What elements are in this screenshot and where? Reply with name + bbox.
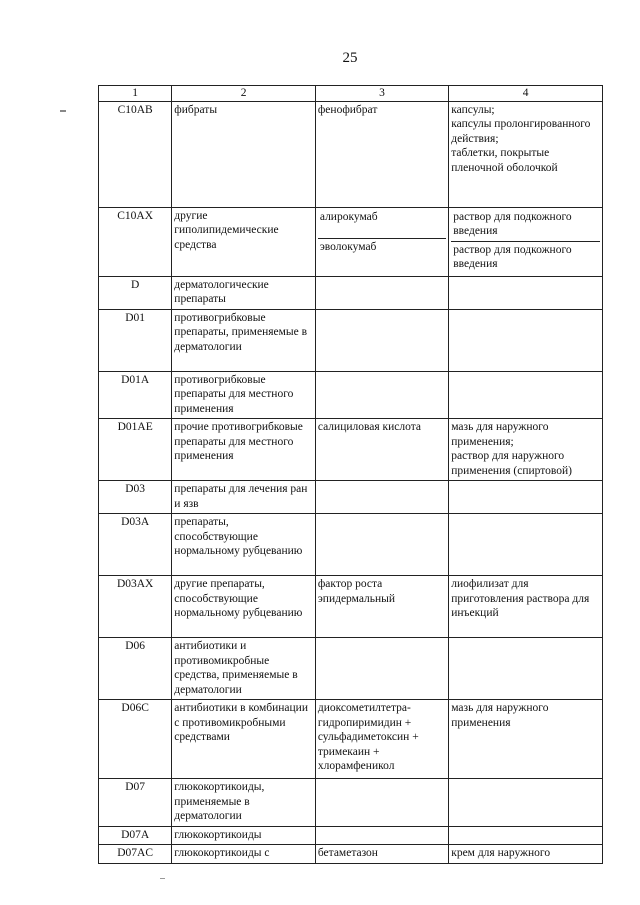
- table-row: [99, 826, 603, 845]
- drug-name-cell: [315, 700, 448, 779]
- drug-name-cell: [315, 638, 448, 700]
- table-row: [99, 514, 603, 576]
- drug-name-cell: [315, 276, 448, 309]
- table-row: [99, 371, 603, 419]
- atc-code-cell: D01A: [99, 371, 172, 419]
- drug-name: фактор роста эпидермальный: [317, 578, 396, 605]
- anatomical-group-cell: глюкокортикоиды, применяемые в дерматологии: [172, 779, 316, 827]
- anatomical-group-cell: противогрибковые препараты, применяемые в дерматологии: [172, 309, 316, 371]
- dosage-form: мазь для наружного применения;: [451, 421, 549, 448]
- dosage-form: капсулы пролонгированного действия;: [451, 118, 591, 145]
- column-header-4: 4: [449, 86, 603, 102]
- margin-mark-bottom: [160, 878, 165, 879]
- drug-name-cell: [315, 101, 448, 207]
- table-row: [99, 779, 603, 827]
- drug-name-cell: [315, 419, 448, 481]
- anatomical-group-cell: препараты для лечения ран и язв: [172, 481, 316, 514]
- drug-name-cell: [315, 371, 448, 419]
- table-row: [99, 845, 603, 864]
- atc-code-cell: C10AX: [99, 207, 172, 276]
- atc-code-cell: D07: [99, 779, 172, 827]
- column-header-1: 1: [99, 86, 172, 102]
- dosage-form: лиофилизат для приготовления раствора для инъекций: [451, 578, 590, 619]
- dosage-form-cell: [449, 845, 603, 864]
- header-row: [99, 86, 603, 102]
- anatomical-group-cell: дерматологические препараты: [172, 276, 316, 309]
- atc-code-cell: D03AX: [99, 576, 172, 638]
- atc-code-cell: D06: [99, 638, 172, 700]
- drug-name: фенофибрат: [317, 103, 378, 116]
- dosage-form: раствор для наружного применения (спиртовой): [451, 450, 572, 477]
- table-row: [99, 207, 603, 276]
- atc-code-cell: D03: [99, 481, 172, 514]
- dosage-form: раствор для подкожного введения: [453, 210, 572, 237]
- atc-code-cell: D07AC: [99, 845, 172, 864]
- anatomical-group-cell: глюкокортикоиды: [172, 826, 316, 845]
- table-row: [99, 638, 603, 700]
- drug-name-cell: [315, 845, 448, 864]
- dosage-forms: [451, 209, 600, 241]
- drug-name: салициловая кислота: [317, 421, 421, 433]
- dosage-form: крем для наружного: [451, 847, 551, 859]
- dosage-form-cell: [449, 309, 603, 371]
- table-row: [99, 700, 603, 779]
- atc-code-cell: D06C: [99, 700, 172, 779]
- dosage-form-cell: [449, 514, 603, 576]
- dosage-form-cell: [449, 207, 603, 276]
- dosage-forms: [451, 241, 600, 274]
- dosage-form: капсулы;: [451, 103, 495, 116]
- dosage-form-cell: [449, 779, 603, 827]
- anatomical-group-cell: препараты, способствующие нормальному рубцеванию: [172, 514, 316, 576]
- dosage-forms: [451, 420, 600, 478]
- dosage-form: раствор для подкожного введения: [453, 243, 572, 270]
- dosage-forms: [451, 577, 600, 621]
- atc-code-cell: C10AB: [99, 101, 172, 207]
- column-header-3: 3: [315, 86, 448, 102]
- page-number: 25: [342, 50, 358, 66]
- anatomical-group-cell: противогрибковые препараты для местного применения: [172, 371, 316, 419]
- anatomical-group-cell: фибраты: [172, 101, 316, 207]
- drug-name: бетаметазон: [317, 847, 378, 859]
- drug-name-cell: [315, 514, 448, 576]
- column-header-2: 2: [172, 86, 316, 102]
- table-row: [99, 576, 603, 638]
- drug-name: эволокумаб: [318, 238, 446, 268]
- table-row: [99, 419, 603, 481]
- table-row: [99, 481, 603, 514]
- dosage-form-cell: [449, 826, 603, 845]
- dosage-form-cell: [449, 101, 603, 207]
- anatomical-group-cell: глюкокортикоиды с: [172, 845, 316, 864]
- atc-code-cell: D01: [99, 309, 172, 371]
- atc-code-cell: D01AE: [99, 419, 172, 481]
- atc-code-cell: D07A: [99, 826, 172, 845]
- anatomical-group-cell: другие гиполипидемические средства: [172, 207, 316, 276]
- anatomical-group-cell: антибиотики в комбинации с противомикробными средствами: [172, 700, 316, 779]
- table-row: [99, 276, 603, 309]
- dosage-forms: [451, 103, 600, 176]
- dosage-form-cell: [449, 419, 603, 481]
- table-body: [99, 101, 603, 863]
- table-row: [99, 101, 603, 207]
- table-row: [99, 309, 603, 371]
- anatomical-group-cell: антибиотики и противомикробные средства, применяемые в дерматологии: [172, 638, 316, 700]
- drug-name: диоксометилтетра-гидропиримидин + сульфадиметоксин + тримекаин + хлорамфеникол: [317, 702, 419, 772]
- dosage-form-cell: [449, 638, 603, 700]
- dosage-forms: [451, 701, 600, 730]
- drug-name-cell: [315, 481, 448, 514]
- dosage-form-cell: [449, 700, 603, 779]
- drug-name-cell: [315, 826, 448, 845]
- anatomical-group-cell: прочие противогрибковые препараты для местного применения: [172, 419, 316, 481]
- dosage-form: таблетки, покрытые пленочной оболочкой: [451, 147, 558, 174]
- dosage-form: мазь для наружного применения: [451, 702, 549, 729]
- atc-code-cell: D: [99, 276, 172, 309]
- drug-name-cell: [315, 576, 448, 638]
- dosage-form-cell: [449, 276, 603, 309]
- drug-name-cell: [315, 309, 448, 371]
- dosage-form-cell: [449, 576, 603, 638]
- anatomical-group-cell: другие препараты, способствующие нормальному рубцеванию: [172, 576, 316, 638]
- dosage-form-cell: [449, 481, 603, 514]
- dosage-form-cell: [449, 371, 603, 419]
- drug-name-cell: [315, 207, 448, 276]
- dosage-forms: [451, 846, 600, 861]
- drug-name: алирокумаб: [319, 210, 378, 223]
- atc-code-cell: D03A: [99, 514, 172, 576]
- margin-mark: [60, 110, 66, 112]
- drug-classification-table: [98, 85, 603, 864]
- drug-name-cell: [315, 779, 448, 827]
